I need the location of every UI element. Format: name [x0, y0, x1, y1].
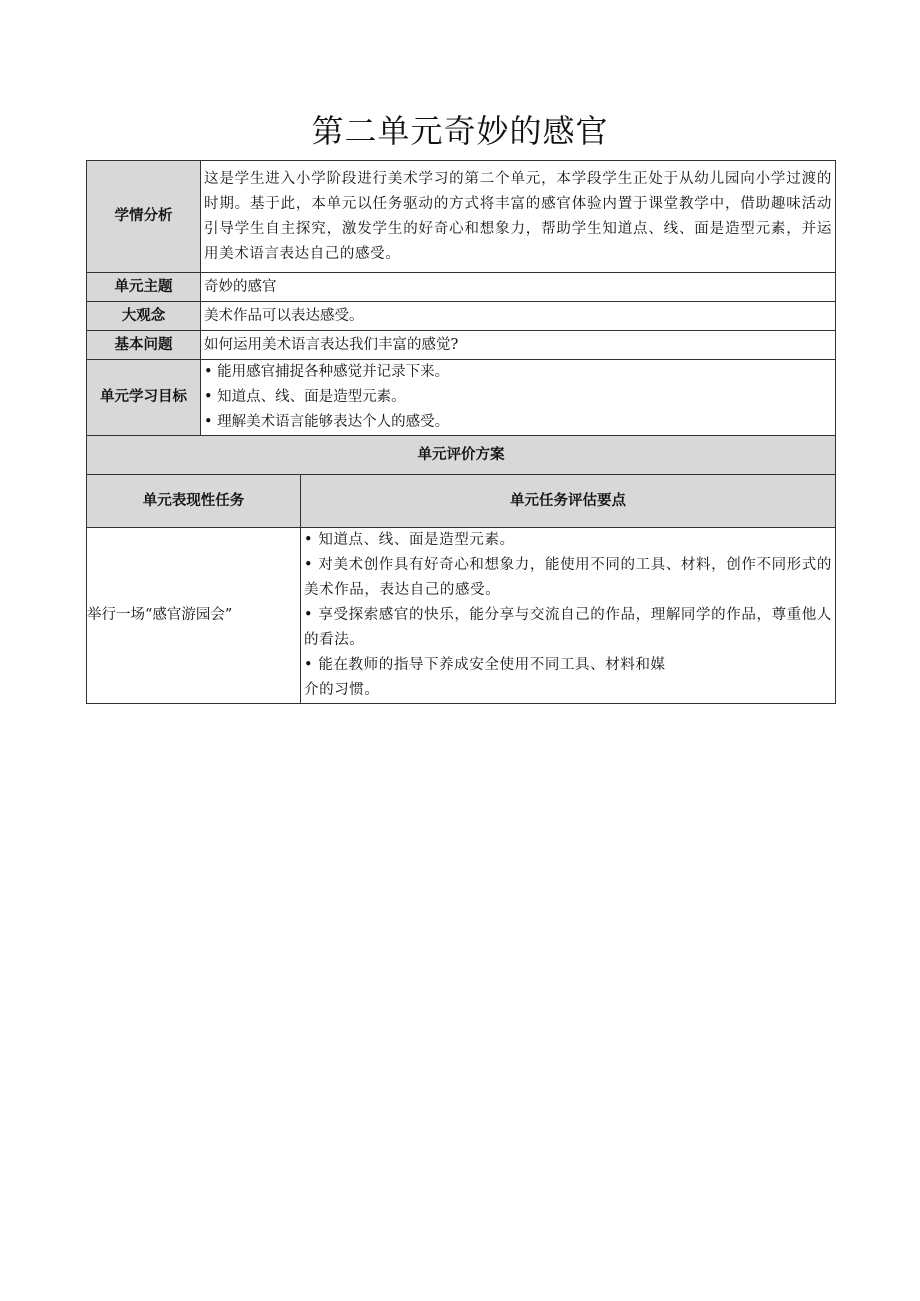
analysis-text: 这是学生进入小学阶段进行美术学习的第二个单元，本学段学生正处于从幼儿园向小学过渡的时期。基于此，本单元以任务驱动的方式将丰富的感官体验内置于课堂教学中，借助趣味活动引导学生自主探究，激发学生的好奇心和想象力，帮助学生知道点、线、面是造型元素，并运用美术语言表达自己的感受。	[201, 161, 836, 273]
goal-item: • 能用感官捕捉各种感觉并记录下来。	[204, 364, 450, 380]
page-title: 第二单元奇妙的感官	[311, 112, 609, 150]
big-idea-label: 大观念	[87, 302, 201, 331]
analysis-row	[87, 161, 836, 273]
evaluation-title-row	[87, 436, 836, 475]
evaluation-points	[301, 528, 836, 704]
goals-label: 单元学习目标	[87, 360, 201, 436]
evaluation-point: • 对美术创作具有好奇心和想象力，能使用不同的工具、材料，创作不同形式的美术作品，表达自己的感受。	[304, 557, 832, 598]
evaluation-title: 单元评价方案	[87, 436, 836, 475]
theme-row	[87, 273, 836, 302]
big-idea-text: 美术作品可以表达感受。	[201, 302, 836, 331]
question-label: 基本问题	[87, 331, 201, 360]
big-idea-row	[87, 302, 836, 331]
points-column-header: 单元任务评估要点	[301, 475, 836, 528]
theme-text: 奇妙的感官	[201, 273, 836, 302]
goal-item: • 理解美术语言能够表达个人的感受。	[204, 414, 450, 430]
goals-row	[87, 360, 836, 436]
evaluation-point: 介的习惯。	[304, 682, 380, 698]
task-column-header: 单元表现性任务	[87, 475, 301, 528]
analysis-label: 学情分析	[87, 161, 201, 273]
question-text: 如何运用美术语言表达我们丰富的感觉?	[201, 331, 836, 360]
question-row	[87, 331, 836, 360]
theme-label: 单元主题	[87, 273, 201, 302]
evaluation-header-row	[87, 475, 836, 528]
goals-list	[201, 360, 836, 436]
unit-plan-table	[86, 160, 836, 704]
goal-item: • 知道点、线、面是造型元素。	[204, 389, 406, 405]
evaluation-point: • 能在教师的指导下养成安全使用不同工具、材料和媒	[304, 657, 666, 673]
evaluation-point: • 知道点、线、面是造型元素。	[304, 532, 515, 548]
evaluation-body-row	[87, 528, 836, 704]
evaluation-point: • 享受探索感官的快乐，能分享与交流自己的作品，理解同学的作品，尊重他人的看法。	[304, 607, 832, 648]
performance-task: 举行一场“感官游园会”	[87, 528, 301, 704]
